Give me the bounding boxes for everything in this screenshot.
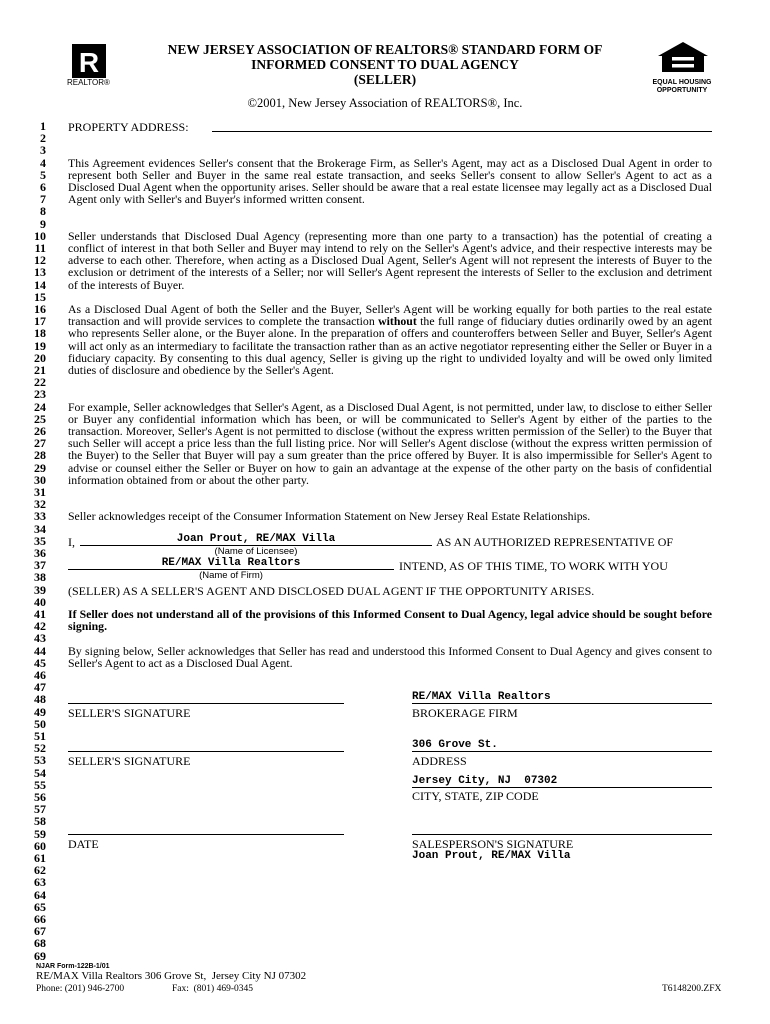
- line-number: 50: [34, 716, 46, 731]
- line-number: 62: [34, 863, 46, 878]
- line-number: 17: [34, 314, 46, 329]
- line-number: 66: [34, 912, 46, 926]
- line-number: 9: [40, 216, 46, 231]
- name-of-firm-label: (Name of Firm): [199, 570, 263, 581]
- line-number: 44: [34, 643, 46, 658]
- licensee-name-value: Joan Prout, RE/MAX Villa: [176, 533, 336, 545]
- line-number: 37: [34, 558, 46, 573]
- line-number: 53: [34, 753, 46, 768]
- line-number: 10: [34, 228, 46, 243]
- salesperson-signature-field[interactable]: [412, 834, 712, 835]
- line-number: 23: [34, 387, 46, 402]
- line-number: 28: [34, 448, 46, 463]
- title-line-2: INFORMED CONSENT TO DUAL AGENCY: [251, 57, 519, 72]
- seller-as-agent-text: (SELLER) AS A SELLER'S AGENT AND DISCLOSED DUAL AGENT IF THE OPPORTUNITY ARISES.: [68, 583, 595, 598]
- equal-housing-logo: [652, 40, 714, 92]
- office-line: RE/MAX Villa Realtors 306 Grove St, Jersey City NJ 07302: [36, 970, 307, 982]
- p3-bold-without: without: [378, 314, 417, 329]
- salesperson-signature-label: SALESPERSON'S SIGNATURE: [412, 837, 574, 851]
- line-number: 56: [34, 790, 46, 804]
- line-number: 32: [34, 497, 46, 512]
- title-line-1: NEW JERSEY ASSOCIATION OF REALTORS® STANDARD FORM OF: [167, 42, 603, 57]
- seller-signature-field-1[interactable]: [68, 703, 344, 704]
- paragraph-dual-agent-duties: [68, 303, 712, 376]
- salesperson-name-value: Joan Prout, RE/MAX Villa: [412, 850, 571, 862]
- phone: Phone: (201) 946-2700: [36, 984, 125, 994]
- line-number: 36: [34, 546, 46, 560]
- property-address-label: PROPERTY ADDRESS:: [68, 120, 189, 134]
- seller-signature-field-2[interactable]: [68, 751, 344, 752]
- line-number: 38: [34, 570, 46, 585]
- line-number: 41: [34, 607, 46, 621]
- seller-signature-label-2: SELLER'S SIGNATURE: [68, 754, 191, 769]
- brokerage-firm-label: BROKERAGE FIRM: [412, 705, 518, 720]
- line-number: 61: [34, 851, 46, 865]
- realtor-logo-text: REALTOR®: [67, 78, 110, 87]
- line-number: 49: [34, 704, 46, 719]
- line-number: 2: [40, 131, 46, 146]
- line-number: 25: [34, 411, 46, 426]
- date-field[interactable]: [68, 834, 344, 835]
- line-number: 4: [40, 155, 46, 170]
- line-number: 65: [34, 899, 46, 914]
- line-number: 52: [34, 741, 46, 756]
- equal-housing-line1: EQUAL HOUSING: [652, 79, 712, 86]
- line-number: 7: [40, 192, 46, 207]
- line-number: 40: [34, 594, 46, 609]
- line-number: 43: [34, 631, 46, 646]
- line-number: 60: [34, 838, 46, 853]
- line-number: 47: [34, 680, 46, 695]
- line-number: 29: [34, 460, 46, 475]
- line-number: 69: [34, 948, 46, 963]
- line-number: 55: [34, 777, 46, 792]
- line-number: 26: [34, 424, 46, 438]
- legal-advice-warning: [68, 608, 712, 632]
- form-id: NJAR Form-122B-1/01: [36, 963, 110, 970]
- equal-housing-house-icon: [652, 40, 714, 74]
- city-state-zip-field[interactable]: [412, 787, 712, 788]
- brokerage-firm-field[interactable]: [412, 703, 712, 704]
- paragraph-agreement: This Agreement evidences Seller's consent that the Brokerage Firm, as Seller's Agent, may act as a Disclosed Dual Agent in order to represent both Seller and Buyer in the same real estate transaction, and seeks Seller's consent to allow Seller's Agent to act as a Disclosed Dual Agent when the opportunity arises. Seller should be aware that a real estate licensee may legally act as a Disclosed Dual Agent only with Seller's and Buyer's informed written consent.: [68, 155, 712, 207]
- line-number: 8: [40, 204, 46, 219]
- file-code: T6148200.ZFX: [662, 984, 722, 994]
- line-number: 39: [34, 582, 46, 597]
- line-number: 42: [34, 619, 46, 634]
- address-label: ADDRESS: [412, 754, 467, 769]
- line-number: 63: [34, 875, 46, 890]
- line-number: 19: [34, 338, 46, 353]
- line-number: 31: [34, 485, 46, 499]
- line-number: 14: [34, 277, 46, 292]
- line-number: 46: [34, 668, 46, 682]
- line-number: 51: [34, 729, 46, 743]
- line-number: 13: [34, 265, 46, 280]
- line-number: 12: [34, 253, 46, 268]
- intend-text: INTEND, AS OF THIS TIME, TO WORK WITH YOU: [399, 559, 668, 573]
- equal-housing-line2: OPPORTUNITY: [656, 87, 708, 94]
- line-number: 16: [34, 302, 46, 316]
- line-number: 5: [40, 167, 46, 182]
- line-number: 58: [34, 814, 46, 829]
- copyright: ©2001, New Jersey Association of REALTORS®, Inc.: [247, 96, 523, 110]
- line-number: 48: [34, 692, 46, 707]
- paragraph-example: For example, Seller acknowledges that Seller's Agent, as a Disclosed Dual Agent, is not permitted, under law, to disclose to either Seller or Buyer any confidential information which has been, or will be communicated to Seller's Agent by either of the parties to the transaction. Moreover, Seller's Agent is not permitted to disclose (without the express written permission of the Seller) to the Buyer that such Seller will accept a price less than the full listing price. Nor will Seller's Agent disclose (without the express written permission of the Buyer) to the Seller that Buyer will pay a sum greater than the price offered by Buyer. It is also impermissible for Seller's Agent to advise or counsel either the Seller or Buyer on how to gain an advantage at the expense of the other party on the basis of confidential information obtained from or about the other party.: [68, 399, 712, 487]
- firm-name-value: RE/MAX Villa Realtors: [161, 557, 301, 569]
- name-of-licensee-label: (Name of Licensee): [214, 546, 298, 557]
- property-address-field[interactable]: [212, 131, 712, 132]
- form-title: [120, 42, 650, 87]
- brokerage-firm-value: RE/MAX Villa Realtors: [412, 691, 551, 703]
- fax: Fax: (801) 469-0345: [172, 984, 254, 994]
- line-number: 3: [40, 143, 46, 158]
- line-number: 27: [34, 436, 46, 451]
- line-number: 59: [34, 826, 46, 841]
- line-number: 20: [34, 350, 46, 365]
- legal-advice-text: If Seller does not understand all of the provisions of this Informed Consent to Dual Agency, legal advice should be sought before signing.: [68, 607, 712, 634]
- line-number: 64: [34, 887, 46, 902]
- city-state-zip-label: CITY, STATE, ZIP CODE: [412, 789, 539, 803]
- title-line-3: (SELLER): [353, 72, 417, 87]
- date-label: DATE: [68, 837, 99, 851]
- line-number: 1: [40, 119, 46, 133]
- line-number: 34: [34, 521, 46, 536]
- line-number: 35: [34, 533, 46, 548]
- i-label: I,: [68, 534, 75, 549]
- line-number: 30: [34, 472, 46, 487]
- address-field[interactable]: [412, 751, 712, 752]
- line-number: 67: [34, 924, 46, 939]
- paragraph-signing: By signing below, Seller acknowledges that Seller has read and understood this Informed Consent to Dual Agency and gives consent to Seller's Agent to act as a Disclosed Dual Agent.: [68, 643, 712, 670]
- line-number: 18: [34, 326, 46, 341]
- p3-text-before: As a Disclosed Dual Agent of both the Seller and the Buyer, Seller's Agent will be working equally for both parties to the real estate transaction and will provide services to complete the transaction: [68, 302, 712, 329]
- line-number: 6: [40, 180, 46, 194]
- line-number: 15: [34, 289, 46, 304]
- city-state-zip-value: Jersey City, NJ 07302: [412, 775, 558, 787]
- seller-signature-label-1: SELLER'S SIGNATURE: [68, 705, 191, 720]
- line-number: 57: [34, 802, 46, 817]
- as-authorized-text: AS AN AUTHORIZED REPRESENTATIVE OF: [436, 534, 674, 549]
- p3-text-after: the full range of fiduciary duties ordinarily owed by an agent who represents Seller alone, or the Buyer alone. In the preparation of offers and counteroffers between Seller and Buyer, Seller's Agent will act only as an intermediary to facilitate the transaction rather than as an active negotiator representing either the Seller or Buyer in a fiduciary capacity. By consenting to this dual agency, Seller is giving up the right to undivided loyalty and will be owed only limited duties of disclosure and obedience by the Seller's Agent.: [68, 314, 712, 378]
- line-number: 22: [34, 375, 46, 390]
- line-number: 24: [34, 399, 46, 414]
- line-number: 21: [34, 363, 46, 377]
- line-number: 11: [34, 241, 46, 255]
- address-value: 306 Grove St.: [412, 739, 498, 751]
- paragraph-cis-receipt: Seller acknowledges receipt of the Consumer Information Statement on New Jersey Real Estate Relationships.: [68, 509, 591, 524]
- line-number: 68: [34, 936, 46, 951]
- svg-text:R: R: [78, 47, 100, 78]
- paragraph-conflict: Seller understands that Disclosed Dual Agency (representing more than one party to a transaction) has the potential of creating a conflict of interest in that both Seller and Buyer may intend to rely on the Seller's Agent's advice, and their respective interests may be adverse to each other. Therefore, when acting as a Disclosed Dual Agent, Seller's Agent will not represent the interests of Buyer to the exclusion or detriment of the interests of a Seller; nor will Seller's Agent represent the interests of Seller to the exclusion and detriment of the interests of Buyer.: [68, 228, 712, 292]
- line-number: 33: [34, 509, 46, 524]
- line-number: 45: [34, 655, 46, 670]
- line-number: 54: [34, 765, 46, 780]
